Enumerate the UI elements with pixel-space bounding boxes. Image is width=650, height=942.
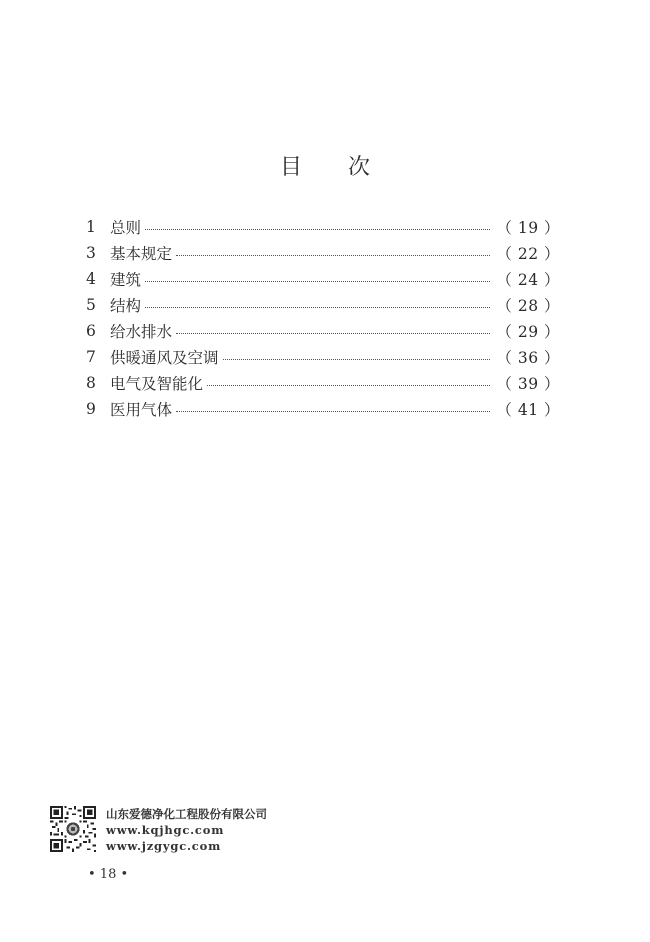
toc-entry-title: 建筑 <box>110 271 142 289</box>
page-number: • 18 • <box>88 867 129 882</box>
toc-entry-number: 8 <box>86 374 96 392</box>
toc-entry[interactable] <box>86 214 560 240</box>
toc-entry-number: 9 <box>86 400 96 418</box>
toc-entry-page: （ 28 ） <box>496 297 560 315</box>
toc-entry-title: 供暖通风及空调 <box>110 349 219 367</box>
footer-watermark <box>50 806 350 856</box>
toc-entry[interactable] <box>86 240 560 266</box>
toc-entry-number: 3 <box>86 244 96 262</box>
toc-entry-title: 结构 <box>110 297 142 315</box>
toc-leader-dots <box>176 333 490 334</box>
toc-entry[interactable] <box>86 292 560 318</box>
toc-entry-page: （ 29 ） <box>496 323 560 341</box>
toc-entry[interactable] <box>86 370 560 396</box>
toc-leader-dots <box>145 307 490 308</box>
toc-entry[interactable] <box>86 318 560 344</box>
toc-entry-number: 4 <box>86 270 96 288</box>
toc-entry[interactable] <box>86 344 560 370</box>
toc-entry-title: 基本规定 <box>110 245 173 263</box>
toc-entry-page: （ 39 ） <box>496 375 560 393</box>
toc-entry-page: （ 24 ） <box>496 271 560 289</box>
company-name: 山东爱德净化工程股份有限公司 <box>106 807 267 821</box>
toc-title <box>0 150 650 181</box>
toc-leader-dots <box>145 229 490 230</box>
toc-entry-number: 6 <box>86 322 96 340</box>
company-url-1[interactable]: www.kqjhgc.com <box>106 823 225 837</box>
toc-entry-page: （ 36 ） <box>496 349 560 367</box>
toc-entry-title: 总则 <box>110 219 142 237</box>
toc-entry-page: （ 19 ） <box>496 219 560 237</box>
toc-leader-dots <box>176 411 490 412</box>
toc-list <box>86 214 560 422</box>
toc-entry-number: 7 <box>86 348 96 366</box>
qr-code-icon <box>50 806 96 852</box>
toc-entry[interactable] <box>86 266 560 292</box>
toc-entry-title: 电气及智能化 <box>110 375 204 393</box>
toc-entry-title: 给水排水 <box>110 323 173 341</box>
toc-leader-dots <box>207 385 490 386</box>
toc-title-char-1: 目 <box>279 155 302 180</box>
company-url-2[interactable]: www.jzgygc.com <box>106 839 222 853</box>
toc-leader-dots <box>176 255 490 256</box>
toc-entry-page: （ 41 ） <box>496 401 560 419</box>
toc-title-char-2: 次 <box>348 155 371 180</box>
toc-entry-page: （ 22 ） <box>496 245 560 263</box>
toc-leader-dots <box>145 281 490 282</box>
toc-entry-number: 1 <box>86 218 96 236</box>
company-info <box>106 806 267 854</box>
toc-entry[interactable] <box>86 396 560 422</box>
toc-leader-dots <box>223 359 491 360</box>
toc-entry-number: 5 <box>86 296 96 314</box>
toc-entry-title: 医用气体 <box>110 401 173 419</box>
